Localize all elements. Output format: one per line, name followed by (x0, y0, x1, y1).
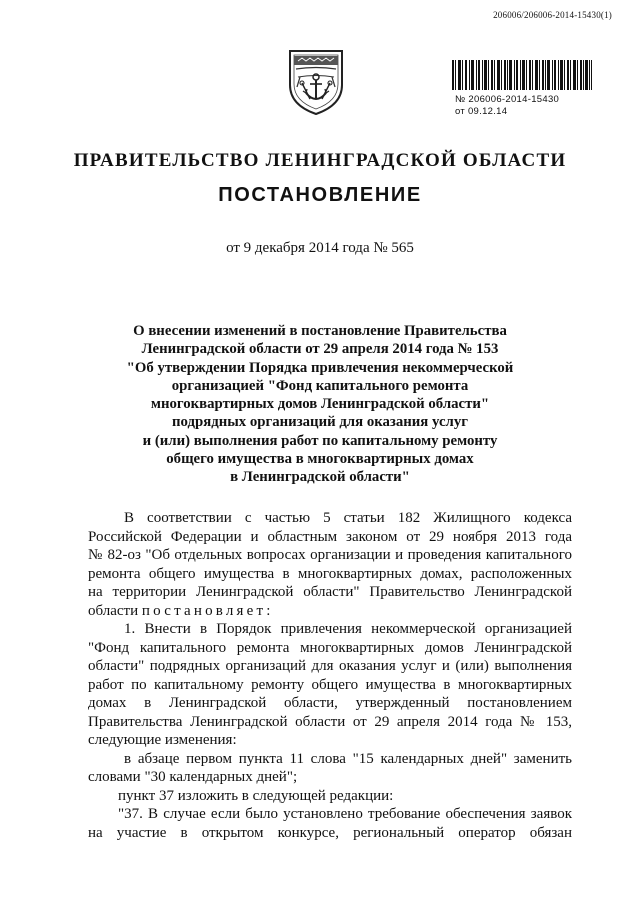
title-line: общего имущества в многоквартирных домах (166, 451, 474, 468)
document-body (88, 509, 572, 842)
body-line: работ по капитальному ремонту общего имущества в многоквартирных (88, 676, 572, 693)
title-line: в Ленинградской области" (230, 469, 410, 486)
body-line (88, 602, 572, 621)
body-line: "Фонд капитального ремонта многоквартирных домов Ленинградской (88, 639, 572, 656)
document-date-number: от 9 декабря 2014 года № 565 (226, 240, 414, 256)
body-line: следующие изменения: (88, 732, 237, 748)
body-line: В соответствии с частью 5 статьи 182 Жилищного кодекса (124, 510, 572, 526)
title-line: многоквартирных домов Ленинградской области" (150, 396, 490, 413)
title-line: О внесении изменений в постановление Правительства (133, 323, 507, 339)
body-line: 1. Внести в Порядок привлечения некоммерческой организацией (124, 621, 572, 637)
body-line: домах в Ленинградской области, утвержденный постановлением (88, 695, 572, 711)
body-line: в абзаце первом пункта 11 слова "15 календарных дней" заменить (124, 750, 572, 767)
registration-number: № 206006-2014-15430 (455, 94, 560, 105)
resolves-word: постановляет: (141, 602, 274, 619)
body-line: на участие в открытом конкурсе, региональный оператор обязан (88, 824, 572, 841)
body-line: Правительства Ленинградской области от 29 апреля 2014 года № 153, (88, 713, 572, 730)
body-line: № 82-оз "Об отдельных вопросах организации и проведения капитального (88, 547, 572, 563)
body-line: словами "30 календарных дней"; (88, 769, 298, 785)
title-line: организацией "Фонд капитального ремонта (171, 377, 469, 394)
body-line: "37. В случае если было установлено требование обеспечения заявок (118, 806, 572, 822)
coat-of-arms-icon (286, 47, 346, 117)
document-type-heading: ПОСТАНОВЛЕНИЕ (218, 184, 422, 206)
title-line: и (или) выполнения работ по капитальному ремонту (142, 432, 498, 449)
document-id: 206006/206006-2014-15430(1) (493, 10, 612, 20)
body-line: на территории Ленинградской области" Правительство Ленинградской (88, 584, 572, 600)
title-line: Ленинградской области от 29 апреля 2014 года № 153 (141, 341, 499, 358)
title-line: "Об утверждении Порядка привлечения некоммерческой (126, 359, 514, 376)
title-line: подрядных организаций для оказания услуг (172, 414, 468, 431)
body-line: пункт 37 изложить в следующей редакции: (118, 787, 394, 804)
body-line: ремонта общего имущества в многоквартирных домах, расположенных (88, 565, 572, 582)
body-line: области" подрядных организаций для оказания услуг и (или) выполнения (88, 658, 572, 674)
body-word: области (88, 602, 139, 619)
barcode-icon (452, 60, 592, 90)
government-heading: ПРАВИТЕЛЬСТВО ЛЕНИНГРАДСКОЙ ОБЛАСТИ (73, 150, 567, 171)
registration-date: от 09.12.14 (455, 106, 508, 117)
document-title (100, 322, 540, 487)
body-line: Российской Федерации и областным законом от 29 ноября 2013 года (88, 528, 572, 545)
